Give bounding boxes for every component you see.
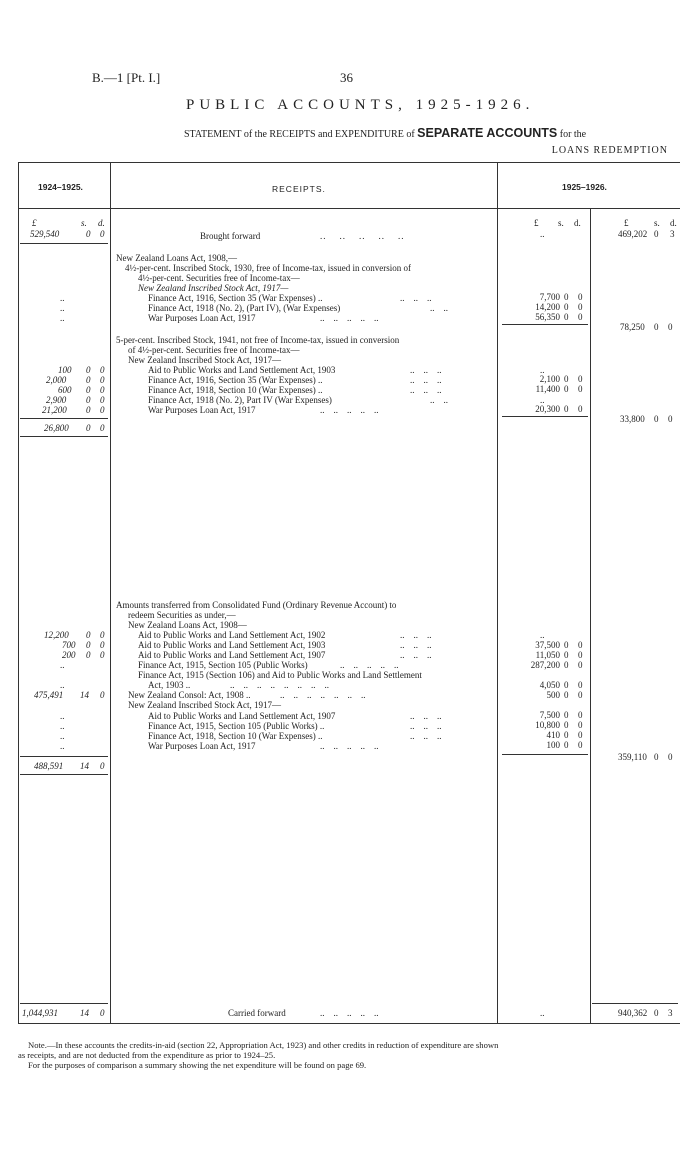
s3-fin1915-mid-s: 0 <box>564 680 569 690</box>
s3-total-p: 359,110 <box>618 752 647 762</box>
s1-item-2-mid-s: 0 <box>564 302 569 312</box>
s3b-item-4-left: .. <box>60 741 65 751</box>
s3a-item-3-mid-p: 11,050 <box>535 650 560 660</box>
s2-left-subtotal-p: 26,800 <box>44 423 69 433</box>
statement-subtitle <box>184 126 586 140</box>
document-ref: B.—1 [Pt. I.] <box>92 70 161 85</box>
s3-mid-rule <box>502 754 588 755</box>
s3-total-s: 0 <box>654 752 659 762</box>
s2-line1: 5-per-cent. Inscribed Stock, 1941, not free of Income-tax, issued in conversion <box>116 335 400 345</box>
s3-consol-mid-d: 0 <box>578 690 583 700</box>
s2-item-3-left-d: 0 <box>100 385 105 395</box>
footnote-2: For the purposes of comparison a summary showing the net expenditure will be found on page 69. <box>28 1060 367 1070</box>
s2-item-2-dots: .. .. .. <box>410 375 442 385</box>
s3a-item-1-label: Aid to Public Works and Land Settlement Act, 1902 <box>138 630 326 640</box>
s3a-item-1-left-s: 0 <box>86 630 91 640</box>
s3b-item-2-dots: .. .. .. <box>410 721 442 731</box>
statement-subtitle-line2: LOANS REDEMPTION <box>551 145 668 156</box>
s2-item-5-dots: .. .. .. .. .. <box>320 405 379 415</box>
s3a-item-3-dots: .. .. .. <box>400 650 432 660</box>
page-number: 36 <box>340 70 353 85</box>
s3a-item-3-left-s: 0 <box>86 650 91 660</box>
s2-item-1-left-s: 0 <box>86 365 91 375</box>
s2-item-1-label: Aid to Public Works and Land Settlement Act, 1903 <box>148 365 336 375</box>
s1-line1: 4½-per-cent. Inscribed Stock, 1930, free of Income-tax, issued in conversion of <box>125 263 411 273</box>
s1-item-3-left: .. <box>60 313 65 323</box>
s3-fin1915-mid-d: 0 <box>578 680 583 690</box>
s2-item-5-left-d: 0 <box>100 405 105 415</box>
s3-left-rule <box>20 756 108 757</box>
s3b-item-4-mid-s: 0 <box>564 740 569 750</box>
s2-line2: of 4½-per-cent. Securities free of Income-tax— <box>128 345 300 355</box>
s3a-item-2-mid-p: 37,500 <box>535 640 560 650</box>
s3a-item-3-left-p: 200 <box>62 650 76 660</box>
s3a-item-3-mid-d: 0 <box>578 650 583 660</box>
bf-dots: .. .. .. .. .. <box>320 231 405 241</box>
s1-item-2-left: .. <box>60 303 65 313</box>
s3-fin1915-left: .. <box>60 680 65 690</box>
s3a-item-4-mid-d: 0 <box>578 660 583 670</box>
footnote-1b: as receipts, and are not deducted from the expenditure as prior to 1924–25. <box>18 1050 276 1060</box>
s3b-item-4-mid-d: 0 <box>578 740 583 750</box>
s3a-item-1-dots: .. .. .. <box>400 630 432 640</box>
s3a-item-2-left-p: 700 <box>62 640 76 650</box>
s3-consol-left-p: 475,491 <box>34 690 64 700</box>
bf-left-d: 0 <box>100 229 105 239</box>
s2-left-subtotal-d: 0 <box>100 423 105 433</box>
s1-item-3-mid-s: 0 <box>564 312 569 322</box>
s1-heading: New Zealand Loans Act, 1908,— <box>116 253 237 263</box>
s2-left-rule <box>20 418 108 419</box>
col-divider-1 <box>110 162 111 1023</box>
s1-item-1-mid-p: 7,700 <box>539 292 560 302</box>
s3b-item-4-label: War Purposes Loan Act, 1917 <box>148 741 256 751</box>
s1-item-2-mid-p: 14,200 <box>535 302 560 312</box>
s3-fin1915-line1: Finance Act, 1915 (Section 106) and Aid to Public Works and Land Settlement <box>138 670 422 680</box>
s3-left-subtotal-d: 0 <box>100 761 105 771</box>
s2-item-4-label: Finance Act, 1918 (No. 2), Part IV (War Expenses) <box>148 395 332 405</box>
s2-total-p: 33,800 <box>620 414 645 424</box>
s3b-item-1-mid-p: 7,500 <box>539 710 560 720</box>
s1-item-1-dots: .. .. .. <box>400 293 432 303</box>
header-rule <box>18 208 680 209</box>
s2-item-2-mid-s: 0 <box>564 374 569 384</box>
col-divider-2 <box>497 162 498 1023</box>
s1-item-1-mid-d: 0 <box>578 292 583 302</box>
s2-item-2-left-s: 0 <box>86 375 91 385</box>
s3a-item-1-left-d: 0 <box>100 630 105 640</box>
s3-line3: New Zealand Loans Act, 1908— <box>128 620 247 630</box>
cf-right-p: 940,362 <box>618 1008 648 1018</box>
cf-right-top-rule <box>592 1003 678 1004</box>
s1-item-2-dots: .. .. <box>430 303 448 313</box>
s1-total-p: 78,250 <box>620 322 645 332</box>
s3b-item-2-left: .. <box>60 721 65 731</box>
s3-fin1915-line2: Act, 1903 .. <box>148 680 191 690</box>
s3a-item-4-label: Finance Act, 1915, Section 105 (Public Works) <box>138 660 308 670</box>
s2-item-1-mid: .. <box>540 365 545 375</box>
s1-line3: New Zealand Inscribed Stock Act, 1917— <box>138 283 289 293</box>
s3-line1: Amounts transferred from Consolidated Fund (Ordinary Revenue Account) to <box>116 600 397 610</box>
s3-consol-dots: .. .. .. .. .. .. .. <box>280 690 366 700</box>
s2-item-3-dots: .. .. .. <box>410 385 442 395</box>
s3-fin1915-dots: .. .. .. .. .. .. .. .. <box>230 680 329 690</box>
s2-item-4-mid: .. <box>540 395 545 405</box>
s3-consol-mid-p: 500 <box>546 690 560 700</box>
s3b-item-1-label: Aid to Public Works and Land Settlement Act, 1907 <box>148 711 336 721</box>
s1-item-3-mid-d: 0 <box>578 312 583 322</box>
s2-item-2-left-p: 2,000 <box>46 375 67 385</box>
s3a-item-2-mid-d: 0 <box>578 640 583 650</box>
s2-left-subtotal-s: 0 <box>86 423 91 433</box>
bf-right-s: 0 <box>654 229 659 239</box>
cf-left-top-rule <box>20 1003 108 1004</box>
cf-right-s: 0 <box>654 1008 659 1018</box>
s2-item-2-mid-d: 0 <box>578 374 583 384</box>
page-title: PUBLIC ACCOUNTS, 1925-1926. <box>186 97 535 113</box>
s3a-item-2-dots: .. .. .. <box>400 640 432 650</box>
s2-total-s: 0 <box>654 414 659 424</box>
col-header-1925: 1925–1926. <box>562 182 607 192</box>
s2-left-rule-2 <box>20 436 108 437</box>
s2-item-2-left-d: 0 <box>100 375 105 385</box>
bf-underline <box>20 243 108 244</box>
table-top-rule <box>18 162 680 163</box>
s3b-item-4-dots: .. .. .. .. .. <box>320 741 379 751</box>
s3a-item-4-mid-s: 0 <box>564 660 569 670</box>
s2-item-3-mid-s: 0 <box>564 384 569 394</box>
s3a-item-4-left: .. <box>60 660 65 670</box>
s1-item-1-mid-s: 0 <box>564 292 569 302</box>
s1-item-2-mid-d: 0 <box>578 302 583 312</box>
s2-item-1-left-d: 0 <box>100 365 105 375</box>
s2-item-5-left-p: 21,200 <box>42 405 67 415</box>
s3-fin1915-mid-p: 4,050 <box>539 680 560 690</box>
cf-dots: .. .. .. .. .. <box>320 1008 379 1018</box>
s1-line2: 4½-per-cent. Securities free of Income-tax— <box>138 273 300 283</box>
s2-item-5-left-s: 0 <box>86 405 91 415</box>
s3b-item-2-mid-d: 0 <box>578 720 583 730</box>
cf-label: Carried forward <box>228 1008 286 1018</box>
s3-left-rule-2 <box>20 774 108 775</box>
subtitle-pre: STATEMENT of the RECEIPTS and EXPENDITURE of <box>184 129 415 140</box>
s3-consol-left-s: 14 <box>80 690 89 700</box>
s2-total-d: 0 <box>668 414 673 424</box>
s3a-item-2-label: Aid to Public Works and Land Settlement Act, 1903 <box>138 640 326 650</box>
s2-item-3-left-s: 0 <box>86 385 91 395</box>
s2-item-3-left-p: 600 <box>58 385 72 395</box>
cf-left-d: 0 <box>100 1008 105 1018</box>
s1-mid-rule <box>502 324 588 325</box>
s2-item-5-mid-p: 20,300 <box>535 404 560 414</box>
bf-mid: .. <box>540 229 545 239</box>
subtitle-post: for the <box>559 129 587 140</box>
s3b-item-3-left: .. <box>60 731 65 741</box>
col-header-receipts: RECEIPTS. <box>272 184 326 194</box>
s1-item-3-dots: .. .. .. .. .. <box>320 313 379 323</box>
s3a-item-4-mid-p: 287,200 <box>530 660 560 670</box>
cf-left-s: 14 <box>80 1008 89 1018</box>
s3b-item-4-mid-p: 100 <box>546 740 560 750</box>
s2-item-3-label: Finance Act, 1918, Section 10 (War Expenses) .. <box>148 385 323 395</box>
s2-item-3-mid-p: 11,400 <box>535 384 560 394</box>
s2-item-2-label: Finance Act, 1916, Section 35 (War Expenses) .. <box>148 375 323 385</box>
left-margin-rule <box>18 162 19 1023</box>
subtitle-bold: SEPARATE ACCOUNTS <box>417 126 558 140</box>
s3b-item-1-dots: .. .. .. <box>410 711 442 721</box>
s3a-item-3-left-d: 0 <box>100 650 105 660</box>
s3b-item-3-label: Finance Act, 1918, Section 10 (War Expenses) .. <box>148 731 323 741</box>
s3a-item-3-mid-s: 0 <box>564 650 569 660</box>
bf-right-pounds: 469,202 <box>618 229 648 239</box>
s3a-item-1-mid: .. <box>540 630 545 640</box>
s3-left-subtotal-p: 488,591 <box>34 761 64 771</box>
s1-total-s: 0 <box>654 322 659 332</box>
s3a-item-2-left-s: 0 <box>86 640 91 650</box>
s3-consol-label: New Zealand Consol: Act, 1908 .. <box>128 690 251 700</box>
s1-item-1-label: Finance Act, 1916, Section 35 (War Expenses) .. <box>148 293 323 303</box>
s3b-item-3-mid-p: 410 <box>546 730 560 740</box>
s3-consol-mid-s: 0 <box>564 690 569 700</box>
s2-item-4-left-d: 0 <box>100 395 105 405</box>
s3-line2: redeem Securities as under,— <box>128 610 236 620</box>
s1-item-3-label: War Purposes Loan Act, 1917 <box>148 313 256 323</box>
s3a-item-2-mid-s: 0 <box>564 640 569 650</box>
s3a-item-2-left-d: 0 <box>100 640 105 650</box>
s2-line3: New Zealand Inscribed Stock Act, 1917— <box>128 355 281 365</box>
bf-left-pounds: 529,540 <box>30 229 60 239</box>
s2-item-1-left-p: 100 <box>58 365 72 375</box>
s3b-item-2-mid-s: 0 <box>564 720 569 730</box>
s3b-item-3-dots: .. .. .. <box>410 731 442 741</box>
s2-item-5-mid-s: 0 <box>564 404 569 414</box>
s3b-item-2-label: Finance Act, 1915, Section 105 (Public Works) .. <box>148 721 325 731</box>
s2-item-1-dots: .. .. .. <box>410 365 442 375</box>
bottom-rule <box>18 1023 680 1024</box>
s2-item-4-dots: .. .. <box>430 395 448 405</box>
bf-right-d: 3 <box>670 229 675 239</box>
s3-left-subtotal-s: 14 <box>80 761 89 771</box>
col-header-1924: 1924–1925. <box>38 182 83 192</box>
s2-item-4-left-s: 0 <box>86 395 91 405</box>
s2-mid-rule <box>502 416 588 417</box>
s3b-item-1-mid-s: 0 <box>564 710 569 720</box>
s1-item-1-left: .. <box>60 293 65 303</box>
s2-item-3-mid-d: 0 <box>578 384 583 394</box>
s1-item-3-mid-p: 56,350 <box>535 312 560 322</box>
s3b-item-3-mid-s: 0 <box>564 730 569 740</box>
s3b-item-1-mid-d: 0 <box>578 710 583 720</box>
s3a-item-1-left-p: 12,200 <box>44 630 69 640</box>
s3-consol-left-d: 0 <box>100 690 105 700</box>
s3b-item-3-mid-d: 0 <box>578 730 583 740</box>
s2-item-4-left-p: 2,900 <box>46 395 67 405</box>
bf-left-s: 0 <box>86 229 91 239</box>
s3a-item-4-dots: .. .. .. .. .. <box>340 660 399 670</box>
s2-item-5-mid-d: 0 <box>578 404 583 414</box>
s2-item-2-mid-p: 2,100 <box>539 374 560 384</box>
col-divider-3 <box>590 208 591 1023</box>
s3b-item-2-mid-p: 10,800 <box>535 720 560 730</box>
cf-mid: .. <box>540 1008 545 1018</box>
s2-item-5-label: War Purposes Loan Act, 1917 <box>148 405 256 415</box>
s3a-item-3-label: Aid to Public Works and Land Settlement Act, 1907 <box>138 650 326 660</box>
footnote-1a: Note.—In these accounts the credits-in-aid (section 22, Appropriation Act, 1923) and other credits in reduction of expenditure are shown <box>28 1040 499 1050</box>
s3-line-nz: New Zealand Inscribed Stock Act, 1917— <box>128 700 281 710</box>
cf-right-d: 3 <box>668 1008 673 1018</box>
s1-item-2-label: Finance Act, 1918 (No. 2), (Part IV), (War Expenses) <box>148 303 341 313</box>
s3b-item-1-left: .. <box>60 711 65 721</box>
cf-left-p: 1,044,931 <box>22 1008 58 1018</box>
s3-total-d: 0 <box>668 752 673 762</box>
s1-total-d: 0 <box>668 322 673 332</box>
bf-label: Brought forward <box>200 231 261 241</box>
